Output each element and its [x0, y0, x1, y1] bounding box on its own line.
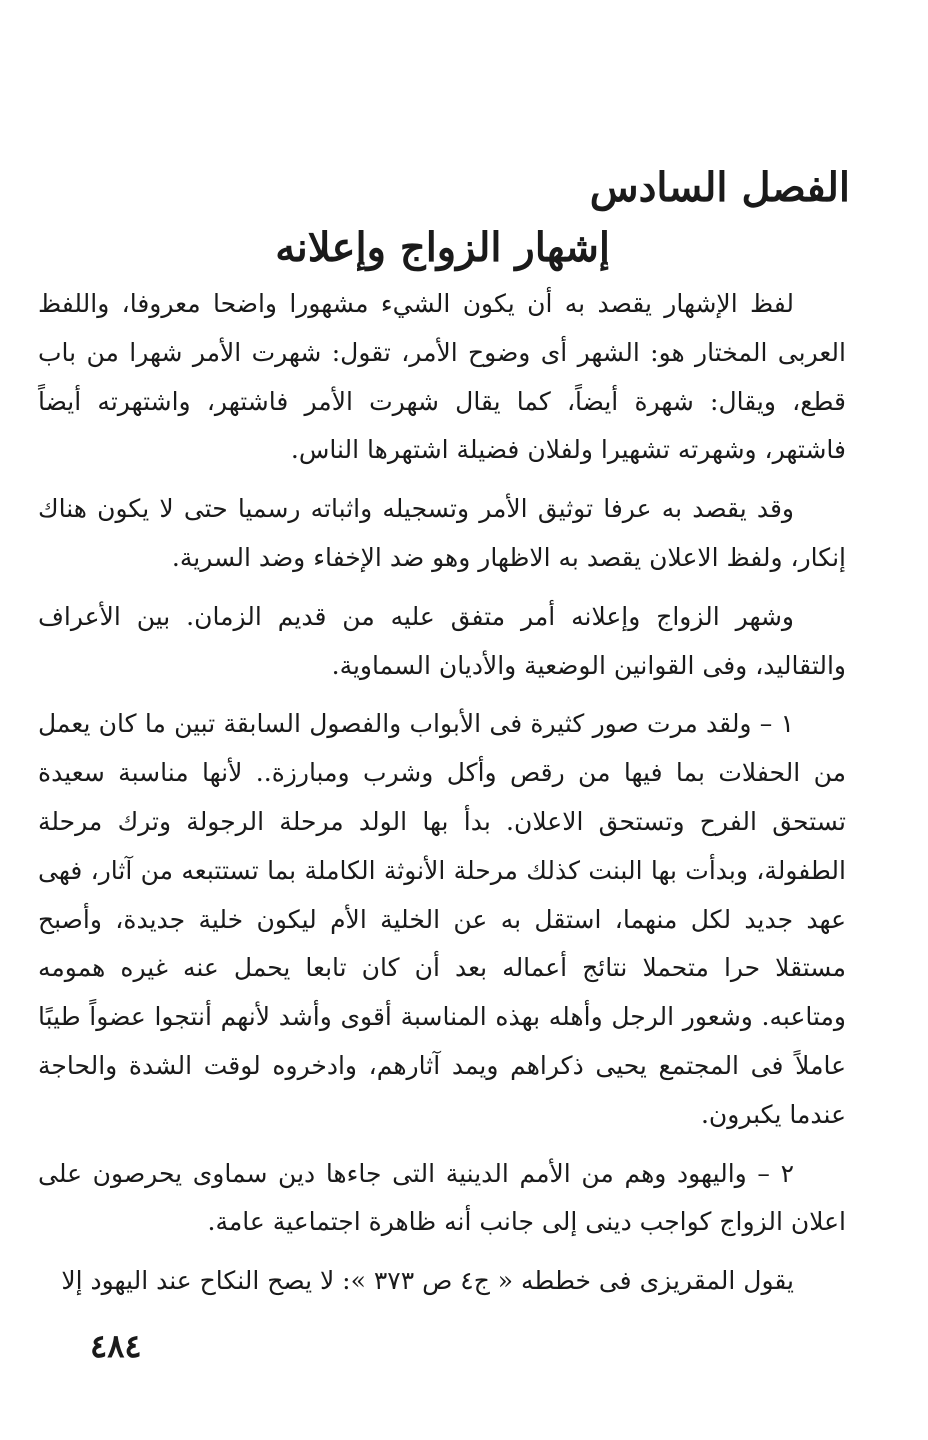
paragraph: لفظ الإشهار يقصد به أن يكون الشيء مشهورا واضحا معروفا، واللفظ العربى المختار هو: الشهر أى وضوح الأمر، تقول: شهرت الأمر شهرا من باب قطع، ويقال: شهرة أيضاً، كما يقال شهرت الأمر فاشتهر، واشتهرته أيضاً فاشتهر، وشهرته تشهيرا ولفلان فضيلة اشتهرها الناس.	[38, 289, 846, 465]
page-number: ٤٨٤	[90, 1327, 142, 1365]
body-text	[38, 280, 846, 1316]
chapter-title: إشهار الزواج وإعلانه	[275, 224, 610, 271]
numbered-paragraph: ٢ – واليهود وهم من الأمم الدينية التى جاءها دين سماوى يحرصون على اعلان الزواج كواجب دينى إلى جانب أنه ظاهرة اجتماعية عامة.	[38, 1158, 846, 1237]
numbered-paragraph: ١ – ولقد مرت صور كثيرة فى الأبواب والفصول السابقة تبين ما كان يعمل من الحفلات بما فيها من رقص وأكل وشرب ومبارزة.. لأنها مناسبة سعيدة تستحق الفرح وتستحق الاعلان. بدأ بها الولد مرحلة الرجولة وترك مرحلة الطفولة، وبدأت بها البنت كذلك مرحلة الأنوثة الكاملة بما تستتبعه من آثار، فهى عهد جديد لكل منهما، استقل به عن الخلية الأم ليكون خلية جديدة، وأصبح مستقلا حرا متحملا نتائج أعماله بعد أن كان تابعا يحمل عنه غيره همومه ومتاعبه. وشعور الرجل وأهله بهذه المناسبة أقوى وأشد لأنهم أنتجوا عضواً طيبًا عاملاً فى المجتمع يحيى ذكراهم ويمد آثارهم، وادخروه لوقت الشدة والحاجة عندما يكبرون.	[38, 709, 846, 1129]
paragraph: يقول المقريزى فى خططه « ج٤ ص ٣٧٣ »: لا يصح النكاح عند اليهود إلا	[61, 1266, 794, 1296]
paragraph: وقد يقصد به عرفا توثيق الأمر وتسجيله واثباته رسميا حتى لا يكون هناك إنكار، ولفظ الاعلان يقصد به الاظهار وهو ضد الإخفاء وضد السرية.	[38, 494, 846, 572]
paragraph: وشهر الزواج وإعلانه أمر متفق عليه من قديم الزمان. بين الأعراف والتقاليد، وفى القوانين الوضعية والأديان السماوية.	[38, 601, 846, 680]
chapter-label: الفصل السادس	[589, 164, 850, 211]
